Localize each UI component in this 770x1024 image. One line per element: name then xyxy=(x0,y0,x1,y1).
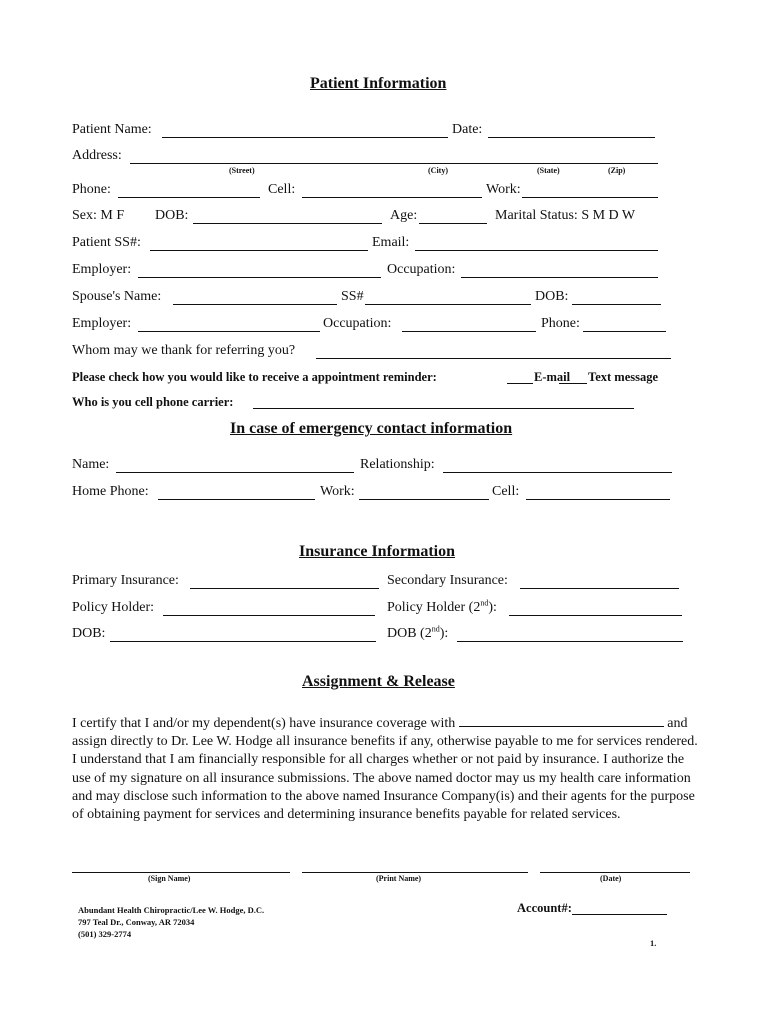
emergency-cell-field[interactable] xyxy=(526,499,670,500)
relationship-label: Relationship: xyxy=(360,457,435,472)
footer-phone: (501) 329-2774 xyxy=(78,929,132,939)
reminder-label: Please check how you would like to receive a appointment reminder: xyxy=(72,370,437,384)
sign-name-caption: (Sign Name) xyxy=(148,874,191,883)
carrier-field[interactable] xyxy=(253,408,634,409)
employer-label: Employer: xyxy=(72,262,132,277)
phone-label: Phone: xyxy=(72,182,111,197)
policy-holder-2nd-field[interactable] xyxy=(509,615,682,616)
account-field[interactable] xyxy=(572,914,667,915)
emergency-name-field[interactable] xyxy=(116,472,354,473)
spouse-phone-label: Phone: xyxy=(541,316,580,331)
spouse-employer-field[interactable] xyxy=(138,331,320,332)
page-number: 1. xyxy=(650,938,657,948)
spouse-ss-label: SS# xyxy=(341,289,364,304)
reminder-email-label: E-mail xyxy=(534,370,571,384)
emergency-cell-label: Cell: xyxy=(492,484,520,499)
spouse-name-label: Spouse's Name: xyxy=(72,289,162,304)
referral-field[interactable] xyxy=(316,358,671,359)
insurance-dob-2nd-label: DOB (2nd): xyxy=(387,624,449,641)
emergency-name-label: Name: xyxy=(72,457,110,472)
date-label: Date: xyxy=(452,122,483,137)
insurance-dob-label: DOB: xyxy=(72,626,106,641)
assignment-text xyxy=(72,713,702,824)
page-title: Patient Information xyxy=(310,75,447,92)
reminder-email-checkbox[interactable] xyxy=(507,383,533,384)
insurance-title: Insurance Information xyxy=(299,543,456,560)
signature-date-caption: (Date) xyxy=(600,874,622,883)
policy-holder-field[interactable] xyxy=(163,615,375,616)
address-field[interactable] xyxy=(130,163,658,164)
policy-holder-label: Policy Holder: xyxy=(72,600,155,615)
work-label: Work: xyxy=(486,182,521,197)
phone-field[interactable] xyxy=(118,197,260,198)
patient-ss-label: Patient SS#: xyxy=(72,235,141,250)
spouse-name-field[interactable] xyxy=(173,304,337,305)
address-city-caption: (City) xyxy=(428,166,448,175)
occupation-label: Occupation: xyxy=(387,262,456,277)
age-field[interactable] xyxy=(419,223,487,224)
employer-field[interactable] xyxy=(138,277,381,278)
spouse-occupation-field[interactable] xyxy=(402,331,536,332)
primary-insurance-label: Primary Insurance: xyxy=(72,573,179,588)
dob-label: DOB: xyxy=(155,208,189,223)
patient-ss-field[interactable] xyxy=(150,250,368,251)
insurance-company-field[interactable] xyxy=(459,713,664,727)
spouse-phone-field[interactable] xyxy=(583,331,666,332)
home-phone-label: Home Phone: xyxy=(72,484,149,499)
footer-practice: Abundant Health Chiropractic/Lee W. Hodge, D.C. xyxy=(78,905,265,915)
sign-name-field[interactable] xyxy=(72,872,290,873)
address-zip-caption: (Zip) xyxy=(608,166,626,175)
primary-insurance-field[interactable] xyxy=(190,588,379,589)
patient-name-label: Patient Name: xyxy=(72,122,152,137)
work-field[interactable] xyxy=(522,197,658,198)
email-field[interactable] xyxy=(415,250,658,251)
email-label: Email: xyxy=(372,235,410,250)
policy-holder-2nd-label: Policy Holder (2nd): xyxy=(387,598,497,615)
assignment-title: Assignment & Release xyxy=(302,673,455,690)
secondary-insurance-label: Secondary Insurance: xyxy=(387,573,508,588)
marital-status-label: Marital Status: S M D W xyxy=(495,208,636,223)
home-phone-field[interactable] xyxy=(158,499,315,500)
referral-label: Whom may we thank for referring you? xyxy=(72,343,296,358)
emergency-work-field[interactable] xyxy=(359,499,489,500)
print-name-field[interactable] xyxy=(302,872,528,873)
print-name-caption: (Print Name) xyxy=(376,874,422,883)
assignment-text-rest: and assign directly to Dr. Lee W. Hodge all insurance benefits if any, otherwise payable to me for services rendered. I understand that I am financially responsible for all charges whether or not paid by insurance. I authorize the use of my signature on all insurance submissions. The above named doctor may us my health care information and may disclose such information to the above named Insurance Company(is) and their agents for the purpose of obtaining payment for services and determining insurance benefits payable for related services. xyxy=(72,716,698,823)
insurance-dob-field[interactable] xyxy=(110,641,376,642)
account-label: Account#: xyxy=(517,901,572,915)
cell-field[interactable] xyxy=(302,197,482,198)
address-street-caption: (Street) xyxy=(229,166,255,175)
emergency-work-label: Work: xyxy=(320,484,355,499)
assignment-text-first: I certify that I and/or my dependent(s) have insurance coverage with xyxy=(72,716,456,731)
cell-label: Cell: xyxy=(268,182,296,197)
carrier-label: Who is you cell phone carrier: xyxy=(72,395,234,409)
secondary-insurance-field[interactable] xyxy=(520,588,679,589)
emergency-title: In case of emergency contact information xyxy=(230,420,513,437)
occupation-field[interactable] xyxy=(461,277,658,278)
insurance-dob-2nd-field[interactable] xyxy=(457,641,683,642)
relationship-field[interactable] xyxy=(443,472,672,473)
spouse-dob-field[interactable] xyxy=(572,304,661,305)
spouse-occupation-label: Occupation: xyxy=(323,316,392,331)
age-label: Age: xyxy=(390,208,418,223)
date-field[interactable] xyxy=(488,137,655,138)
spouse-dob-label: DOB: xyxy=(535,289,569,304)
reminder-text-label: Text message xyxy=(588,370,659,384)
patient-name-field[interactable] xyxy=(162,137,448,138)
address-state-caption: (State) xyxy=(537,166,560,175)
reminder-text-checkbox[interactable] xyxy=(559,383,587,384)
footer-address: 797 Teal Dr., Conway, AR 72034 xyxy=(78,917,195,927)
spouse-employer-label: Employer: xyxy=(72,316,132,331)
address-label: Address: xyxy=(72,148,122,163)
dob-field[interactable] xyxy=(193,223,382,224)
spouse-ss-field[interactable] xyxy=(365,304,531,305)
sex-label: Sex: M F xyxy=(72,208,125,223)
signature-date-field[interactable] xyxy=(540,872,690,873)
